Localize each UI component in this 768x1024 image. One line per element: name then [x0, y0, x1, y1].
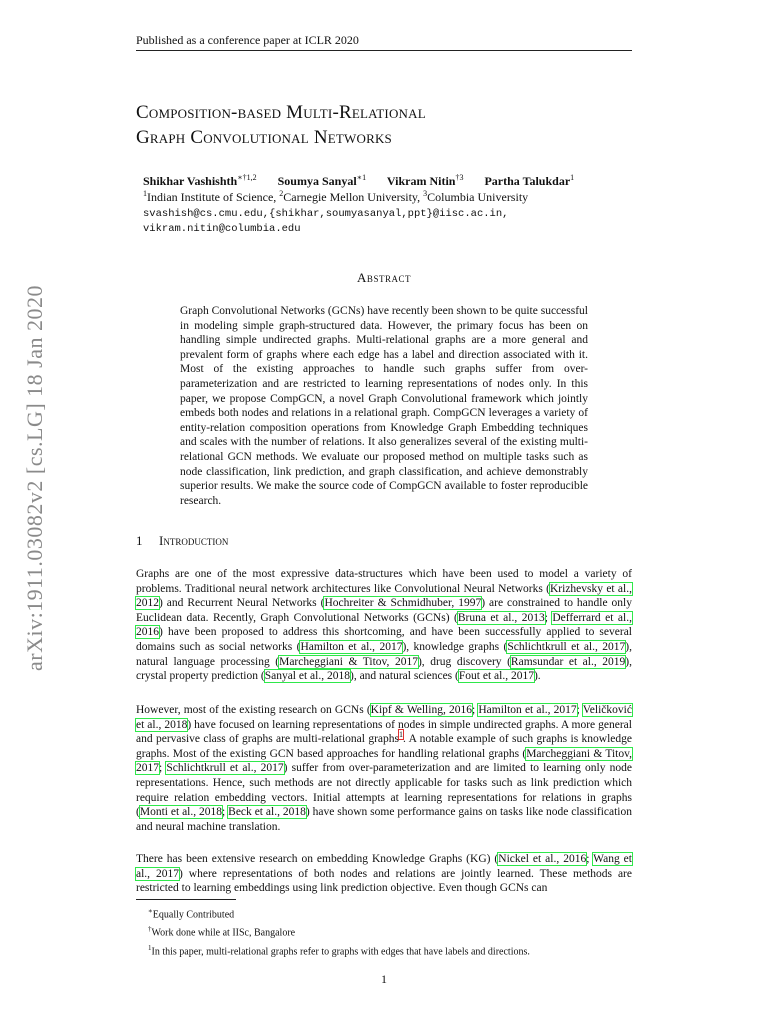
citation-link[interactable]: Hamilton et al., 2017 — [478, 704, 577, 716]
author-name: Partha Talukdar — [484, 174, 571, 188]
author-marker: 1 — [570, 173, 575, 182]
citation-link[interactable]: Defferrard et al., 2016 — [136, 611, 632, 639]
section-title: Introduction — [159, 533, 229, 548]
citation-link[interactable]: Ramsundar et al., 2019 — [510, 655, 626, 668]
citation-link[interactable]: Hamilton et al., 2017 — [300, 640, 403, 653]
footnotes — [148, 904, 530, 959]
footnote-link[interactable]: 1 — [398, 730, 403, 740]
footnote-marker: 1 — [148, 943, 152, 952]
footnote-marker: † — [148, 925, 152, 934]
author-emails — [143, 207, 508, 237]
affil-text: Columbia University — [427, 190, 529, 204]
footnote-rule — [136, 899, 236, 900]
citation-link[interactable]: Beck et al., 2018 — [228, 806, 306, 819]
citation-link[interactable]: Sanyal et al., 2018 — [264, 670, 350, 683]
affil-text: Indian Institute of Science, — [147, 190, 280, 204]
footnote-text: Work done while at IISc, Bangalore — [151, 927, 296, 939]
citation-link[interactable]: Krizhevsky et al., 2012 — [136, 582, 632, 610]
citation-link[interactable]: Hochreiter & Schmidhuber, 1997 — [324, 597, 482, 610]
title-line-1: Composition-based Multi-Relational — [136, 102, 426, 123]
affil-marker: 2 — [279, 189, 284, 198]
citation-link[interactable]: Nickel et al., 2016 — [498, 853, 587, 865]
paragraph: Graphs are one of the most expressive data-structures which have been used to model a variety of problems. Traditional neural network architectures like Convolutional Neural Networks (Krizhevsky et al., 2012) and Recurrent Neural Networks (Hochreiter & Schmidhuber, 1997) are constrained to handle only Euclidean data. Recently, Graph Convolutional Networks (GCNs) (Bruna et al., 2013; Defferrard et al., 2016) have been proposed to address this shortcoming, and have been successfully applied to several domains such as social networks (Hamilton et al., 2017), knowledge graphs (Schlichtkrull et al., 2017), natural language processing (Marcheggiani & Titov, 2017), drug discovery (Ramsundar et al., 2019), crystal property prediction (Sanyal et al., 2018), and natural sciences (Fout et al., 2017). — [136, 568, 632, 683]
page-number: 1 — [381, 972, 387, 986]
abstract-heading: Abstract — [357, 270, 411, 285]
author-marker: ∗1 — [356, 173, 367, 182]
running-header: Published as a conference paper at ICLR 2020 — [136, 33, 359, 47]
footnote — [148, 904, 530, 922]
citation-link[interactable]: Schlichtkrull et al., 2017 — [166, 762, 284, 775]
footnote — [148, 922, 530, 940]
section-number: 1 — [136, 533, 143, 548]
author-name: Vikram Nitin — [386, 174, 456, 188]
footnote-text: In this paper, multi-relational graphs refer to graphs with edges that have labels and directions. — [151, 945, 530, 957]
author-list — [143, 173, 574, 189]
citation-link[interactable]: Wang et al., 2017 — [136, 853, 632, 880]
citation-link[interactable]: Bruna et al., 2013 — [457, 611, 545, 624]
affil-marker: 1 — [143, 189, 147, 198]
footnote — [148, 941, 530, 959]
paragraph: However, most of the existing research on GCNs (Kipf & Welling, 2016; Hamilton et al., 2017; Veličković et al., 2018) have focused on learning representations of nodes in simple undirected graphs. A more general and pervasive class of graphs are multi-relational graphs$^1$. A notable example of such graphs is knowledge graphs. Most of the existing GCN based approaches for handling relational graphs (Marcheggiani & Titov, 2017; Schlichtkrull et al., 2017) suffer from over-parameterization and are limited to learning only node representations. Hence, such methods are not directly applicable for tasks such as link prediction which require relation embedding vectors. Initial attempts at learning representations for relations in graphs (Monti et al., 2018; Beck et al., 2018) have shown some performance gains on tasks like node classification and neural machine translation. — [136, 704, 632, 833]
paper-title — [136, 100, 426, 150]
author-marker: ∗†1,2 — [237, 173, 257, 182]
footnote-text: Equally Contributed — [152, 909, 235, 921]
paragraph: There has been extensive research on embedding Knowledge Graphs (KG) (Nickel et al., 2016; Wang et al., 2017) where representations of both nodes and relations are jointly learned. These methods are restricted to learning embeddings using link prediction objective. Even though GCNs can — [136, 853, 632, 895]
email-line[interactable]: svashish@cs.cmu.edu,{shikhar,soumyasanyal,ppt}@iisc.ac.in, — [143, 208, 509, 220]
citation-link[interactable]: Schlichtkrull et al., 2017 — [507, 640, 626, 653]
footnote-marker: ∗ — [148, 907, 153, 915]
arxiv-id-label[interactable]: arXiv:1911.03082v2 [cs.LG] 18 Jan 2020 — [22, 284, 47, 672]
affil-text: Carnegie Mellon University, — [283, 190, 424, 204]
author-name: Shikhar Vashishth — [143, 174, 238, 188]
abstract-body: Graph Convolutional Networks (GCNs) have recently been shown to be quite successful in modeling simple graph-structured data. However, the primary focus has been on handling simple undirected graphs. Multi-relational graphs are a more general and prevalent form of graphs where each edge has a label and direction associated with it. Most of the existing approaches to handle such graphs suffer from over-parameterization and are restricted to learning representations of nodes only. In this paper, we propose CompGCN, a novel Graph Convolutional framework which jointly embeds both nodes and relations in a relational graph. CompGCN leverages a variety of entity-relation composition operations from Knowledge Graph Embedding techniques and scales with the number of relations. It also generalizes several of the existing multi-relational GCN methods. We evaluate our proposed method on multiple tasks such as node classification, link prediction, and graph classification, and achieve demonstrably superior results. We make the source code of CompGCN available to foster reproducible research. — [180, 305, 588, 507]
citation-link[interactable]: Monti et al., 2018 — [139, 806, 223, 819]
citation-link[interactable]: Veličković et al., 2018 — [136, 704, 632, 731]
citation-link[interactable]: Fout et al., 2017 — [458, 670, 534, 683]
citation-link[interactable]: Marcheggiani & Titov, 2017 — [136, 747, 632, 775]
title-line-2: Graph Convolutional Networks — [136, 127, 392, 148]
author-marker: †3 — [455, 173, 464, 182]
email-line[interactable]: vikram.nitin@columbia.edu — [143, 223, 301, 235]
citation-link[interactable]: Marcheggiani & Titov, 2017 — [279, 655, 418, 668]
header-rule — [136, 50, 632, 51]
affil-marker: 3 — [423, 189, 428, 198]
author-name: Soumya Sanyal — [277, 174, 357, 188]
citation-link[interactable]: Kipf & Welling, 2016 — [370, 704, 472, 716]
section-heading — [136, 533, 228, 549]
affiliations — [143, 189, 528, 205]
